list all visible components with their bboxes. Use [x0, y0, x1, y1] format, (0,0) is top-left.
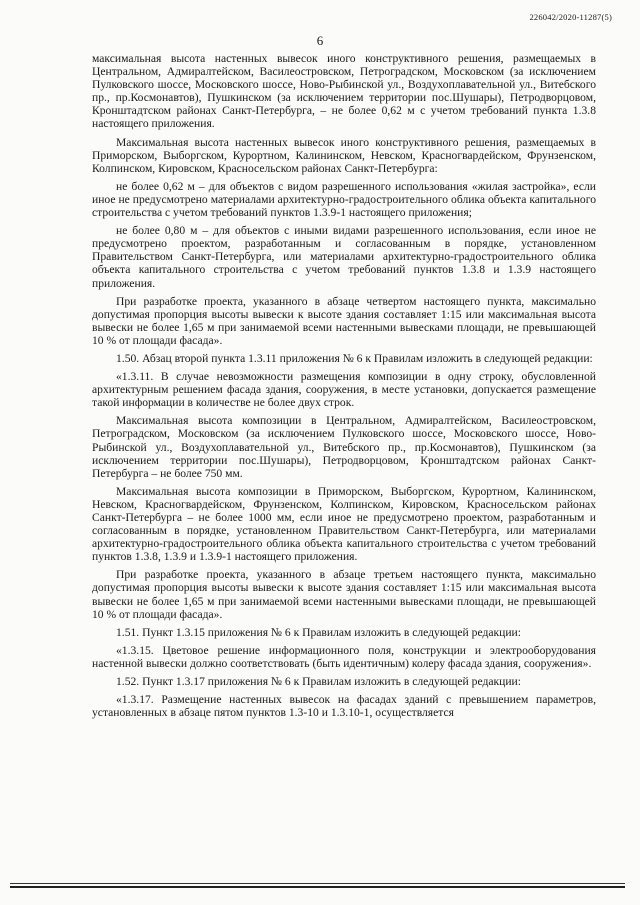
paragraph: При разработке проекта, указанного в абзаце третьем настоящего пункта, максимально допустимая пропорция высоты вывески к высоте здания составляет 1:15 или максимальная высота вывески не более 1,65 м при занимаемой всеми настенными вывесками площади, не превышающей 10 % от площади фасада».: [92, 568, 596, 621]
paragraph: Максимальная высота композиции в Центральном, Адмиралтейском, Василеостровском, Петроградском, Московском (за исключением Пулковского шоссе, Московского шоссе, Ново-Рыбинской ул., Воздухоплавательной ул., Витебского пр., пр.Космонавтов), Пушкинском (за исключением территории пос.Шушары), Петродворцовом, Кронштадтском районах Санкт-Петербурга – не более 750 мм.: [92, 414, 596, 480]
paragraph: 1.52. Пункт 1.3.17 приложения № 6 к Правилам изложить в следующей редакции:: [116, 675, 521, 689]
paragraph: Максимальная высота настенных вывесок иного конструктивного решения, размещаемых в Приморском, Выборгском, Курортном, Калининском, Невском, Красногвардейском, Фрунзенском, Колпинском, Кировском, Красносельском районах Санкт-Петербурга:: [92, 135, 596, 175]
paragraph: 1.50. Абзац второй пункта 1.3.11 приложения № 6 к Правилам изложить в следующей редакции:: [116, 351, 593, 365]
paragraph: «1.3.11. В случае невозможности размещения композиции в одну строку, обусловленной архитектурным решением фасада здания, сооружения, в месте установки, допускается размещение такой информации в количестве не более двух строк.: [92, 370, 596, 410]
document-id: 226042/2020-11287(5): [529, 12, 612, 22]
paragraph: 1.51. Пункт 1.3.15 приложения № 6 к Правилам изложить в следующей редакции:: [116, 625, 521, 639]
paragraph: максимальная высота настенных вывесок иного конструктивного решения, размещаемых в Центральном, Адмиралтейском, Василеостровском, Петроградском, Московском (за исключением Пулковского шоссе, Московского шоссе, Ново-Рыбинской ул., Воздухоплавательной ул., Витебского пр., пр.Космонавтов), Пушкинском (за исключением территории пос.Шушары), Петродворцовом, Кронштадтском районах Санкт-Петербурга, – не более 0,62 м с учетом требований пункта 1.3.8 настоящего приложения.: [92, 52, 596, 131]
footer-rule: [10, 883, 625, 884]
paragraph: При разработке проекта, указанного в абзаце четвертом настоящего пункта, максимально допустимая пропорция высоты вывески к высоте здания составляет 1:15 или максимальная высота вывески не более 1,65 м при занимаемой всеми настенными вывесками площади, не превышающей 10 % от площади фасада».: [92, 294, 596, 347]
footer-rule: [10, 886, 625, 888]
paragraph: Максимальная высота композиции в Приморском, Выборгском, Курортном, Калининском, Невском, Красногвардейском, Фрунзенском, Колпинском, Кировском, Красносельском районах Санкт-Петербурга – не более 1000 мм, если иное не предусмотрено проектом, разработанным и согласованным в порядке, установленном Правительством Санкт-Петербурга, или материалами архитектурно-градостроительного облика объекта капитального строительства с учетом требований пунктов 1.3.8, 1.3.9 и 1.3.9-1 настоящего приложения.: [92, 484, 596, 564]
paragraph: «1.3.17. Размещение настенных вывесок на фасадах зданий с превышением параметров, установленных в абзаце пятом пунктов 1.3-10 и 1.3.10-1, осуществляется: [92, 693, 596, 720]
document-body: [92, 52, 596, 719]
page-number: 6: [316, 33, 324, 48]
paragraph: «1.3.15. Цветовое решение информационного поля, конструкции и электрооборудования настенной вывески должно соответствовать (быть идентичным) колеру фасада здания, сооружения».: [92, 643, 596, 670]
paragraph: не более 0,62 м – для объектов с видом разрешенного использования «жилая застройка», если иное не предусмотрено материалами архитектурно-градостроительного облика объекта капитального строительства с учетом требований пунктов 1.3.9-1 настоящего приложения;: [92, 179, 596, 220]
paragraph: не более 0,80 м – для объектов с иными видами разрешенного использования, если иное не предусмотрено проектом, разработанным и согласованным в порядке, установленном Правительством Санкт-Петербурга, или материалами архитектурно-градостроительного облика объекта капитального строительства с учетом требований пунктов 1.3.8 и 1.3.9 настоящего приложения.: [92, 224, 596, 290]
